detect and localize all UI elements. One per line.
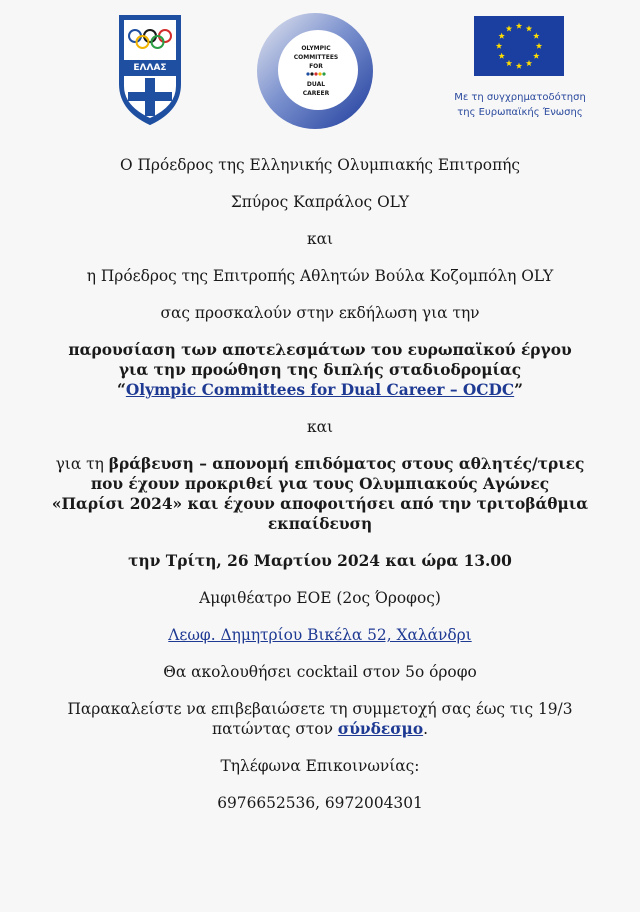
event-venue: Αμφιθέατρο ΕΟΕ (2ος Όροφος) [199,589,441,607]
conjunction-and-2: και [306,418,334,436]
quote-close: ” [514,381,524,399]
phones-label: Τηλέφωνα Επικοινωνίας: [220,757,420,775]
award-prefix: για τη [55,455,109,473]
hoc-label: ΕΛΛΑΣ [133,63,167,73]
cocktail-note: Θα ακολουθήσει cocktail στον 5ο όροφο [163,663,477,681]
quote-open: “ [116,381,126,399]
award-line-1 [20,454,620,474]
project-line-2: για την προώθηση της διπλής σταδιοδρομίας [118,361,522,379]
hellenic-olympic-committee-logo [118,14,182,126]
award-line-4: εκπαίδευση [267,515,373,533]
event-address-line [20,625,620,645]
eu-caption-line-1: Με τη συγχρηματοδότηση [454,92,586,103]
rsvp-link[interactable]: σύνδεσμο [337,720,424,738]
event-date: την Τρίτη, 26 Μαρτίου 2024 και ώρα 13.00 [128,552,512,570]
invite-intro: σας προσκαλούν στην εκδήλωση για την [160,304,480,322]
logo-header [0,0,640,135]
rsvp-line-1: Παρακαλείστε να επιβεβαιώσετε τη συμμετοχή σας έως τις 19/3 [67,700,573,718]
eu-cofunding-caption [430,90,610,120]
ocdc-line-2: COMMITTEES [293,54,339,61]
conjunction-and: και [306,230,334,248]
athletes-commission-president: η Πρόεδρος της Επιτροπής Αθλητών Βούλα Κοζομπόλη OLY [86,267,554,285]
ocdc-line-5: CAREER [302,90,330,97]
phone-numbers: 6976652536, 6972004301 [217,794,423,812]
ocdc-line-4: DUAL [306,81,326,88]
rsvp-suffix: . [423,720,428,738]
president-name: Σπύρος Καπράλος OLY [230,193,410,211]
award-line-3: «Παρίσι 2024» και έχουν αποφοιτήσει από την τριτοβάθμια [51,495,589,513]
eu-flag-icon [474,16,564,76]
ocdc-logo [254,10,376,132]
award-line-2: που έχουν προκριθεί για τους Ολυμπιακούς Αγώνες [90,475,550,493]
event-address-link[interactable]: Λεωφ. Δημητρίου Βικέλα 52, Χαλάνδρι [168,626,472,644]
rsvp-prefix: πατώντας στον [211,720,338,738]
project-line-1: παρουσίαση των αποτελεσμάτων του ευρωπαϊκού έργου [68,341,572,359]
ocdc-line-1: OLYMPIC [301,45,331,52]
award-bold: βράβευση – απονομή επιδόματος στους αθλητές/τριες [108,455,585,473]
rsvp-line-2 [20,719,620,739]
eu-caption-line-2: της Ευρωπαϊκής Ένωσης [457,107,583,118]
project-name-line [20,380,620,400]
invitation-body [20,155,620,813]
president-title: Ο Πρόεδρος της Ελληνικής Ολυμπιακής Επιτροπής [119,156,521,174]
project-name-link[interactable]: Olympic Committees for Dual Career – OCDC [125,381,515,399]
ocdc-line-3: FOR [309,63,323,70]
